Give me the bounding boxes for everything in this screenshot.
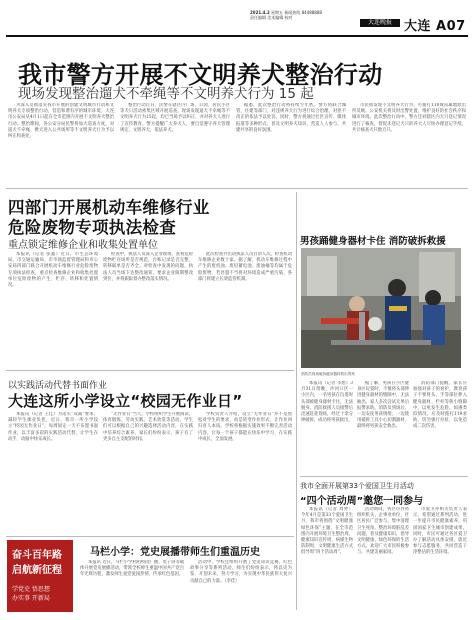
article1-col4-text: 市民如发现不文明养犬行为，可拨打110或向属地派出所反映。公安机关将及时出警处置，维护良好的社会秩序和城市环境。此次整治行动中，警方还对辖区内犬只登记情况进行了核查，督促未登记犬只的养犬人尽快办理登记手续，共计核查犬只数百只。 [352,103,466,133]
article1-col4 [352,103,466,183]
article1-col1 [8,103,114,183]
rescue-photo [301,248,461,368]
masthead-logo: 大连晚报 [360,19,400,27]
article6-col2 [357,507,409,613]
article3-kicker: 以实践活动代替书面作业 [8,381,108,391]
article6-col1-text: 本报讯（记者 周婷）今年4月是第33个爱国卫生月，我市将围绕“文明健康 绿色环保”主题，在全市范围内开展环境卫生整治周、健康知识宣传周、病媒生物防制周、文明健康生活方式倡导周“四个活动周”。 [301,507,353,556]
header-weekday: 星期五 [271,10,284,15]
promo-line1: 奋斗百年路 [12,550,62,561]
header-phone: 新闻热线 84488888 [284,10,322,15]
promo-line2: 启航新征程 [12,565,62,576]
article6-kicker: 我市全面开展第33个爱国卫生月活动 [300,482,414,490]
column-divider [296,192,297,610]
article2-headline: 四部门开展机动车维修行业 [8,198,210,217]
article4-headline: 马栏小学：党史展播带师生们重温历史 [90,547,260,558]
article6-col2-text: 活动期间，各区市县将组织机关、企事业单位、社区居民广泛参与，集中清理卫生死角，整治环境脏乱差问题，普及健康知识，倡导文明健康、绿色环保的生活方式。欢迎广大市民积极参与，共建美丽家园。 [357,507,409,556]
article6-col3 [413,507,467,613]
header-editor: 责任编辑 [250,15,266,20]
article2-col1 [8,252,98,364]
article1-headline: 我市警方开展不文明养犬整治行动 [18,61,383,89]
article2-subhead: 重点锁定维修企业和收集处置单位 [8,240,158,251]
article3-col3-text: 学校负责人介绍，设立“无作业日”并不是放松对学生的要求，而是转变作业形式，让作业回归育人本质。学校将根据实施效果不断完善活动内容，让每一个孩子都能在快乐中学习、在实践中成长，全面发展。 [198,412,292,442]
promo-line4: 办实事 开新局 [12,595,50,602]
article4-col2 [190,560,292,614]
article2-col3-text: 此次检查共出动执法人员百余人次，检查机动车维修企业数十家。据了解，机动车维修过程中产生的废机油、废铅蓄电池、废油桶等均属于危险废物，若处置不当将对环境造成严重污染。各部门将建立长效监管机制。 [198,252,292,282]
article6-col3-text: 市爱卫办相关负责人表示，希望通过系列活动，进一步提升市民健康素养，巩固国家卫生城市创建成果。同时，市民可通过各区爱卫办了解活动具体安排，就近参与志愿服务，共同营造干净整洁的生活环境。 [413,507,467,556]
header-meta [250,10,322,20]
article4-col1 [80,560,184,614]
article5-col2 [357,381,409,471]
article3-col1 [8,412,98,534]
article3-col1-text: 本报讯（记者 王佳）为落实“双减”要求，减轻学生课业负担，近日，我市一所小学设立“校园无作业日”，每周固定一天不布置书面作业，以丰富多彩的实践活动代替，让学生在动手、动脑中快乐成长。 [8,412,98,442]
header-rule [6,35,468,37]
article5-col3 [413,381,467,471]
article5-col2-text: 据了解，男孩在小区健身区玩耍时，不慎将头部伸进健身器材的缝隙中，无法抽出。家人多次尝试无果后报警求助。消防员到场后，一边安抚男孩情绪，一边使用破拆工具小心切割器材，最终将男孩安全救出。 [357,381,409,430]
article4-col1-text: 本报讯 近日，马栏小学利用校园广播、电子屏等载体开展党史展播活动，带领全校师生重温中国共产党百年光辉历程，激发师生爱党爱国热情，传承红色基因。 [80,560,184,578]
photo-caption: 消防员现场破拆健身器材救出男孩 [301,372,355,376]
article4-col2-text: 活动中，学校还组织开展了党史知识竞赛、红色故事分享等系列活动。师生们纷纷表示，将以史为鉴、开创未来，努力学习，为实现中华民族伟大复兴贡献自己的力量。（李佳） [190,560,292,584]
header-date: 2021.4.2 [250,10,270,15]
divider [6,370,294,371]
section-page-number: 大连 A07 [404,19,466,34]
article5-headline: 男孩踊健身器材卡住 消防破拆救援 [300,236,446,247]
article1-col3 [236,103,346,183]
article2-col1-text: 本报讯（记者 张鑫）近日，市生态环境局、市交通运输局、市市场监督管理局和市公安局四部门联合开展机动车维修行业危险废物专项执法检查，重点检查维修企业和收集处置单位危险废物的产生、贮存、转移和处置情况。 [8,252,98,289]
divider [6,536,294,537]
rescue-photo-image [301,248,461,368]
article2-col2 [103,252,193,364]
article6-col1 [301,507,353,613]
header-designer: 美术编辑 [267,15,284,20]
article5-col1-text: 本报讯（记者 李想）3月31日傍晚，沙河口区一小区内，一名男孩在玩耍时头部被健身器材卡住，无法脱身。消防救援人员接警后迅速赶赴现场，经过十余分钟破拆，成功将男孩救出。 [301,381,353,424]
promo-line3: 学党史 悟思想 [12,586,50,593]
header-proofreader: 校对 [284,15,293,20]
article5-col1 [301,381,353,471]
divider [6,188,468,189]
article3-col2-text: “无作业日”当天，学校组织学生开展阅读、体育锻炼、劳动实践、艺术欣赏等活动。学生们可以根据自己的兴趣选择活动内容，在实践中培养综合素养。家长们纷纷表示，孩子有了更多自主支配的时间。 [103,412,193,442]
article1-col1-text: 为深入贯彻落实我市开展的创建文明城市行动和文明养犬专项整治行动，营造和谐有序的城市环境，大连市公安局从4月1日起在全市范围内开展不文明养犬整治行动。整治期间，各公安分局民警将加大巡查力度，对遛犬不牵绳、携犬进入公共场所等不文明养犬行为予以纠正和查处。 [8,103,114,140]
article2-col3 [198,252,292,364]
article3-col3 [198,412,292,534]
party-history-promo [7,540,73,612]
article3-headline: 大连这所小学设立“校园无作业日” [8,392,243,410]
article1-col2-text: 整治行动首日，民警在辖区内广场、公园、居民小区等犬只活动密集区域开展巡查，现场发现遛犬不牵绳等不文明养犬行为15起，均已当场予以纠正，并对养犬人进行了宣传教育。警方提醒广大养犬人，要自觉遵守养犬管理规定，文明养犬，依法养犬。 [120,103,230,133]
article6-headline: “四个活动周”邀您一同参与 [300,496,424,507]
article2-headline-line2: 危险废物专项执法检查 [8,218,176,237]
article5-col3-text: 消防部门提醒，家长应加强对孩子的看护，教育孩子不要将头、手等部位伸入健身器材、栏杆等狭小缝隙中，以免发生危险。如遇类似情况，应及时拨打119求助，切勿强行拉扯，以免造成二次伤害。 [413,381,467,430]
article1-col3-text: 据悉，此次整治行动将持续至年底，警方将联合城管、住建等部门，对违规养犬行为进行综合治理，对拒不改正的依法予以处罚。同时，警方将通过社区宣传、媒体报道等多种形式，普及文明养犬知识，营造人人参与、共建共享的良好氛围。 [236,103,346,133]
article1-subhead: 现场发现整治遛犬不牵绳等不文明养犬行为 15 起 [18,86,314,102]
article1-col2 [120,103,230,183]
article3-col2 [103,412,193,534]
article2-col2-text: 检查中，执法人员深入企业现场，查看危险废物贮存场所是否规范，台账记录是否完整，转移联单是否齐全。对检查中发现的问题，执法人员当场下达整改通知，要求企业限期整改到位，并将跟踪督办整改落实情况。 [103,252,193,282]
divider [300,476,468,477]
